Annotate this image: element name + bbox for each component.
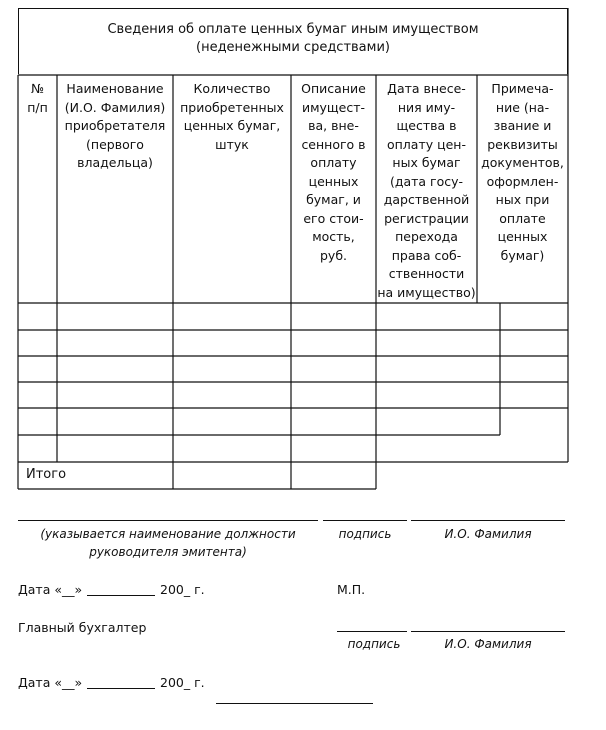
date-prefix-2: Дата «__» <box>18 675 83 690</box>
title-line-1: Сведения об оплате ценных бумаг иным имуществом <box>107 22 479 37</box>
accountant-name-line[interactable] <box>411 631 565 632</box>
col-header-date: Дата внесе- ния иму- щества в оплату цен- ных бумаг (дата госу- дарственной регистрации перехода права соб- ственности на имущество) <box>377 81 476 300</box>
date-prefix-1: Дата «__» <box>18 582 83 597</box>
col-header-quantity: Количество приобретенных ценных бумаг, штук <box>180 81 284 152</box>
col-header-note: Примеча- ние (на- звание и реквизиты документов, оформлен- ных при оплате ценных бумаг) <box>481 81 564 263</box>
signature-caption: подпись <box>338 527 392 541</box>
name-line[interactable] <box>411 520 565 521</box>
name-caption: И.О. Фамилия <box>444 527 532 541</box>
position-caption-1: (указывается наименование должности <box>40 527 296 541</box>
accountant-label: Главный бухгалтер <box>18 620 147 635</box>
signature-line[interactable] <box>323 520 407 521</box>
accountant-name-caption: И.О. Фамилия <box>444 637 532 651</box>
bottom-line <box>216 703 373 704</box>
col-header-name: Наименование (И.О. Фамилия) приобретателя (первого владельца) <box>64 81 166 170</box>
col-header-description: Описание имущест- ва, вне- сенного в оплату ценных бумаг, и его стои- мость, руб. <box>301 81 366 263</box>
title-line-2: (неденежными средствами) <box>196 40 390 55</box>
position-line[interactable] <box>18 520 318 521</box>
date-month-line-1[interactable] <box>87 595 155 596</box>
date-suffix-1: 200_ г. <box>160 582 205 597</box>
date-suffix-2: 200_ г. <box>160 675 205 690</box>
accountant-signature-caption: подпись <box>347 637 401 651</box>
total-label: Итого <box>26 467 67 482</box>
col-header-number: № п/п <box>27 81 48 115</box>
date-month-line-2[interactable] <box>87 688 155 689</box>
stamp-label: М.П. <box>337 582 366 597</box>
position-caption-2: руководителя эмитента) <box>89 545 247 559</box>
accountant-signature-line[interactable] <box>337 631 407 632</box>
